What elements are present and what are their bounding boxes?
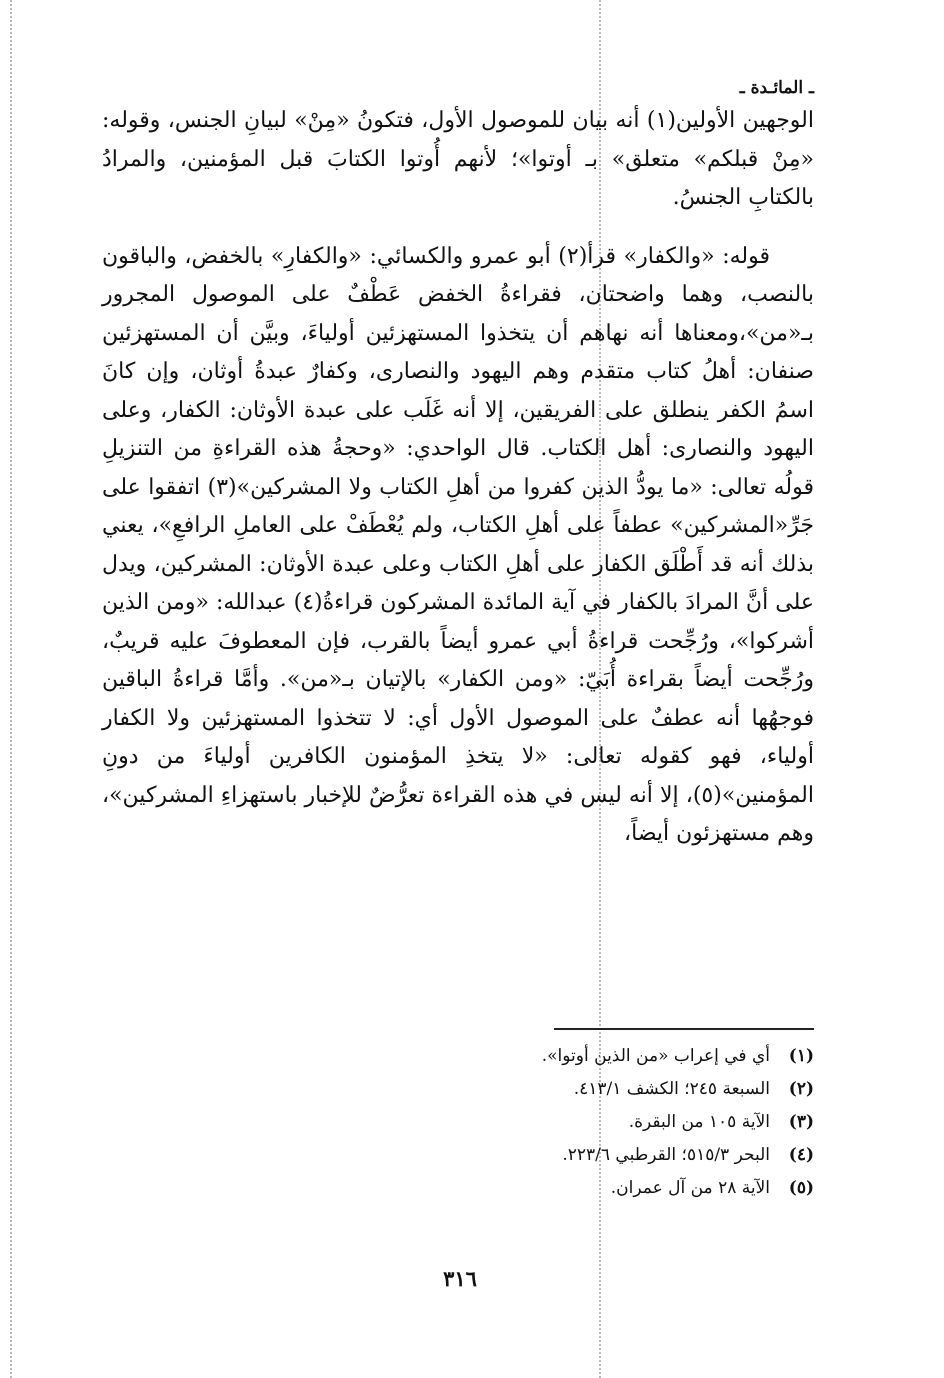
footnote-text: السبعة ٢٤٥؛ الكشف ٤١٣/١. — [573, 1079, 770, 1099]
footnote-divider — [554, 1028, 814, 1030]
footnote-text: الآية ١٠٥ من البقرة. — [628, 1112, 770, 1132]
footnote-number: (١) — [788, 1046, 814, 1066]
footnote-item — [114, 1172, 814, 1205]
paragraph-1: الوجهين الأولين(١) أنه بيان للموصول الأول، فتكونُ «مِنْ» لبيانِ الجنس، وقوله: «مِنْ قبلكم» متعلق» بـ أوتوا»؛ لأنهم أُوتوا الكتابَ قبل المؤمنين، والمرادُ بالكتابِ الجنسُ. — [102, 108, 814, 210]
running-header: ـ المائـدة ـ — [739, 78, 814, 98]
page-number: ٣١٦ — [443, 1266, 477, 1291]
footnote-text: البحر ٥١٥/٣؛ القرطبي ٢٢٣/٦. — [562, 1145, 770, 1165]
footnote-number: (٢) — [788, 1079, 814, 1099]
footnote-number: (٣) — [788, 1112, 814, 1132]
book-page — [100, 72, 820, 1352]
footnote-item — [114, 1040, 814, 1073]
paragraph-2: قوله: «والكفار» قرأ(٢) أبو عمرو والكسائي: «والكفارِ» بالخفض، والباقون بالنصب، وهما واضحتان، فقراءةُ الخفض عَطْفٌ على الموصول المجرور بـ«من»،ومعناها أنه نهاهم أن يتخذوا المستهزئين أولياءَ، وبيَّن أن المستهزئين صنفان: أهلُ كتاب متقدم وهم اليهود والنصارى، وكفارٌ عبدةُ أوثان، وإن كانَ اسمُ الكفر ينطلق على الفريقين، إلا أنه غَلَب على عبدة الأوثان: الكفار، وعلى اليهود والنصارى: أهل الكتاب. قال الواحدي: «وحجةُ هذه القراءةِ من التنزيلِ قولُه تعالى: «ما يودُّ الذين كفروا من أهلِ الكتاب ولا المشركين»(٣) اتفقوا على جَرِّ«المشركين» عطفاً على أهلِ الكتاب، ولم يُعْطَفْ على العاملِ الرافعِ»، يعني بذلك أنه قد أَطْلَق الكفار على أهلِ الكتاب وعلى عبدة الأوثان: المشركين، ويدل على أنَّ المرادَ بالكفار في آية المائدة المشركون قراءةُ(٤) عبدالله: «ومن الذين أشركوا»، ورُجِّحت قراءةُ أبي عمرو أيضاً بالقرب، فإن المعطوفَ عليه قريبٌ، ورُجِّحت أيضاً بقراءة أُبَيّ: «ومن الكفار» بالإتيان بـ«من». وأمَّا قراءةُ الباقين فوجهُها أنه عطفٌ على الموصول الأول أي: لا تتخذوا المستهزئين ولا الكفار أولياء، فهو كقوله تعالى: «لا يتخذِ المؤمنون الكافرين أولياءَ من دونِ المؤمنين»(٥)، إلا أنه ليس في هذه القراءة تعرُّضٌ للإخبار باستهزاءِ المشركين»، وهم مستهزئون أيضاً، — [102, 243, 814, 846]
scan-fold-line-left — [10, 0, 12, 1378]
footnote-text: أي في إعراب «من الذين أوتوا». — [541, 1046, 770, 1066]
footnote-item — [114, 1139, 814, 1172]
footnote-number: (٤) — [788, 1145, 814, 1165]
footnote-item — [114, 1106, 814, 1139]
footnote-item — [114, 1073, 814, 1106]
footnote-text: الآية ٢٨ من آل عمران. — [610, 1178, 770, 1198]
main-text — [102, 102, 814, 854]
footnotes-list — [114, 1040, 814, 1205]
footnote-number: (٥) — [788, 1178, 814, 1198]
